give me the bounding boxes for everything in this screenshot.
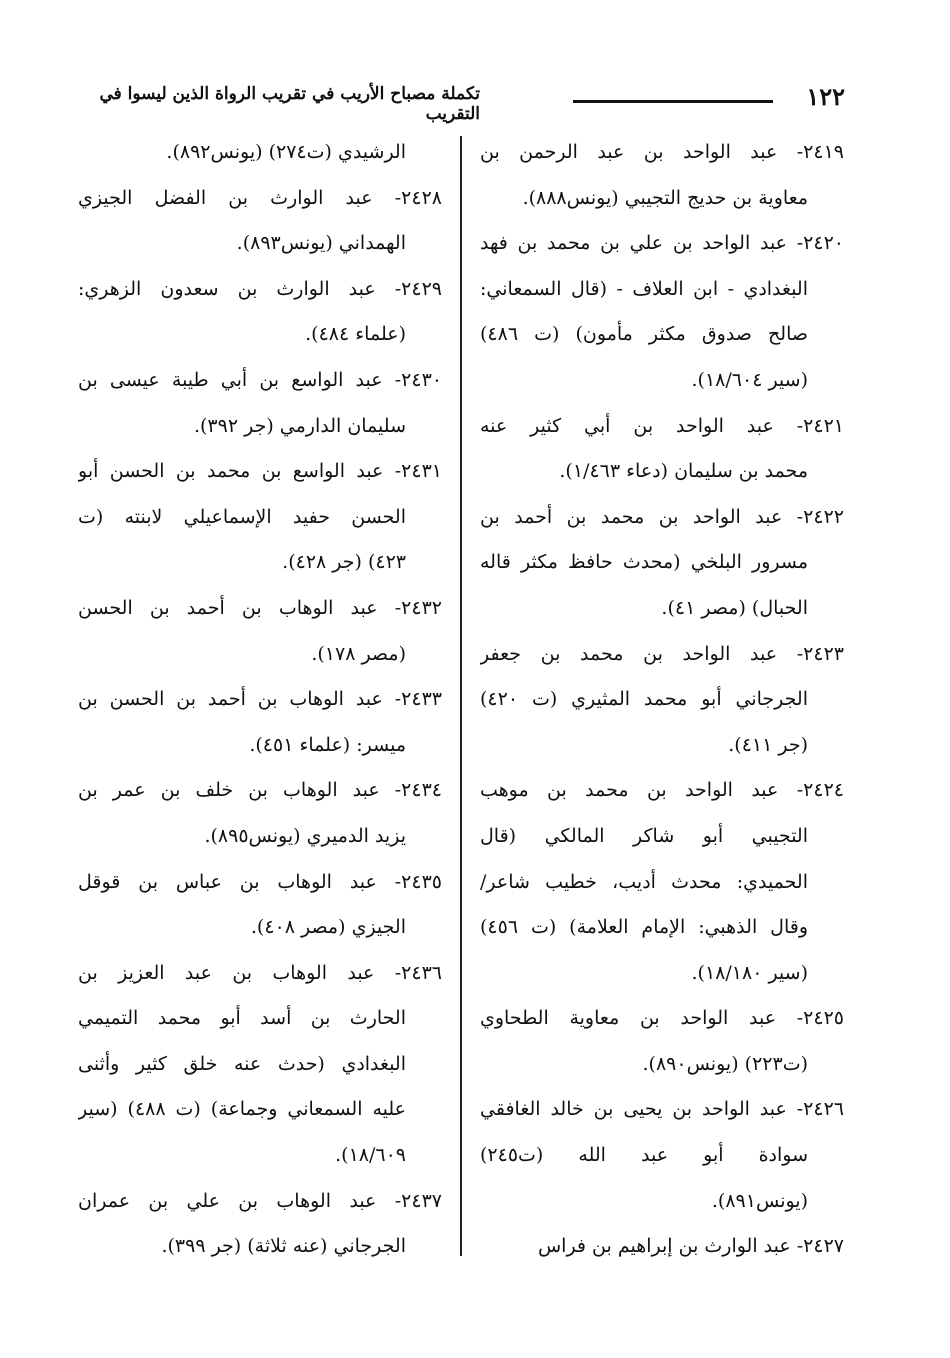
entry-line: ٢٤٢٨- عبد الوارث بن الفضل الجيزي	[78, 186, 442, 209]
entry-line: معاوية بن حديج التجيبي (يونس٨٨٨).	[522, 186, 808, 209]
biography-entry	[78, 1179, 442, 1270]
entry-line: ٢٤٢٢- عبد الواحد بن محمد بن أحمد بن	[480, 505, 844, 528]
entry-line: الهمداني (يونس٨٩٣).	[236, 232, 406, 255]
entry-line: ٢٤٣١- عبد الواسع بن محمد بن الحسن أبو	[78, 460, 442, 483]
entry-line: ٢٤٢٧- عبد الوارث بن إبراهيم بن فراس	[537, 1235, 844, 1258]
biography-entry	[480, 221, 844, 403]
entry-line: الحسن حفيد الإسماعيلي لابنته (ت	[78, 505, 406, 528]
entry-line: ٢٤٣٦- عبد الوهاب بن عبد العزيز بن	[78, 961, 442, 984]
entry-line: الحارث بن أسد أبو محمد التميمي	[78, 1007, 406, 1030]
entry-line: الجرجاني (عنه ثلاثة) (جر ٣٩٩).	[161, 1235, 406, 1258]
biography-entry	[78, 860, 442, 951]
page-header	[80, 80, 845, 124]
entry-line: ٢٤٣٤- عبد الوهاب بن خلف بن عمر بن	[78, 779, 442, 802]
right-column	[480, 130, 844, 1270]
entry-line: (علماء ٤٨٤).	[305, 323, 406, 346]
page-number: ١٢٢	[806, 82, 845, 111]
entry-line: ٢٤٣٢- عبد الوهاب بن أحمد بن الحسن	[78, 596, 442, 619]
biography-entry	[78, 677, 442, 768]
biography-entry	[78, 130, 442, 176]
entry-line: ٢٤٢٥- عبد الواحد بن معاوية الطحاوي	[480, 1007, 844, 1030]
biography-entry	[480, 632, 844, 769]
entry-line: (سير ١٨/١٨٠).	[691, 961, 808, 984]
entry-line: وقال الذهبي: الإمام العلامة) (ت ٤٥٦)	[480, 916, 808, 939]
running-title: تكملة مصباح الأريب في تقريب الرواة الذين ليسوا في التقريب	[99, 84, 480, 124]
entry-line: ٢٤٢١- عبد الواحد بن أبي كثير عنه	[480, 414, 844, 437]
entry-line: التجيبي أبو شاكر المالكي (قال	[480, 824, 808, 847]
biography-entry	[78, 951, 442, 1179]
biography-entry	[480, 404, 844, 495]
header-rule	[573, 100, 773, 103]
entry-line: ١٨/٦٠٩).	[335, 1144, 406, 1167]
entry-line: ٢٤٣٠- عبد الواسع بن أبي طيبة عيسى بن	[78, 368, 442, 391]
biography-entry	[78, 768, 442, 859]
biography-entry	[480, 1224, 844, 1270]
entry-line: محمد بن سليمان (دعاء ١/٤٦٣).	[559, 460, 808, 483]
biography-entry	[78, 176, 442, 267]
entry-line: ٢٤٣٧- عبد الوهاب بن علي بن عمران	[78, 1189, 442, 1212]
entry-line: ٢٤٢٣- عبد الواحد بن محمد بن جعفر	[480, 642, 844, 665]
entry-line: ٤٢٣) (جر ٤٢٨).	[282, 551, 406, 574]
entry-line: الحبال) (مصر ٤١).	[661, 596, 808, 619]
biography-entry	[78, 586, 442, 677]
entry-line: سوادة أبو عبد الله (ت٢٤٥)	[480, 1144, 808, 1167]
entry-line: ميسر: (علماء ٤٥١).	[249, 733, 406, 756]
entry-line: الجيزي (مصر ٤٠٨).	[250, 916, 406, 939]
entry-line: عليه السمعاني وجماعة) (ت ٤٨٨) (سير	[78, 1098, 406, 1121]
entry-line: صالح صدوق مكثر مأمون) (ت ٤٨٦)	[480, 323, 808, 346]
entry-line: ٢٤١٩- عبد الواحد بن عبد الرحمن بن	[480, 141, 844, 163]
entry-line: ٢٤٢٩- عبد الوارث بن سعدون الزهري:	[78, 277, 442, 300]
biography-entry	[480, 996, 844, 1087]
biography-entry	[480, 495, 844, 632]
entry-line: (يونس٨٩١).	[711, 1189, 808, 1212]
biography-entry	[480, 130, 844, 221]
entry-line: مسرور البلخي (محدث حافظ مكثر قاله	[480, 551, 808, 574]
entry-line: الجرجاني أبو محمد المثيري (ت ٤٢٠)	[480, 688, 808, 711]
entry-line: البغدادي - ابن العلاف - (قال السمعاني:	[480, 277, 808, 300]
entry-line: سليمان الدارمي (جر ٣٩٢).	[193, 414, 406, 437]
biography-entry	[480, 1087, 844, 1224]
left-column	[78, 130, 442, 1270]
entry-line: (جر ٤١١).	[728, 733, 808, 756]
biography-entry	[78, 267, 442, 358]
entry-line: البغدادي (حدث عنه خلق كثير وأثنى	[78, 1052, 406, 1075]
biography-entry	[78, 358, 442, 449]
entry-line: (سير ١٨/٦٠٤).	[691, 368, 808, 391]
entry-line: ٢٤٢٦- عبد الواحد بن يحيى بن خالد الغافقي	[480, 1098, 844, 1121]
entry-line: الحميدي: محدث أديب، خطيب شاعر/	[480, 870, 808, 893]
entry-line: ٢٤٣٣- عبد الوهاب بن أحمد بن الحسن بن	[78, 688, 442, 711]
entry-line: ٢٤٣٥- عبد الوهاب بن عباس بن قوقل	[78, 870, 442, 893]
entry-line: الرشيدي (ت٢٧٤) (يونس٨٩٢).	[166, 141, 406, 163]
biography-entry	[78, 449, 442, 586]
entry-line: (مصر ١٧٨).	[311, 642, 406, 665]
entry-line: ٢٤٢٤- عبد الواحد بن محمد بن موهب	[480, 779, 844, 802]
entry-line: ٢٤٢٠- عبد الواحد بن علي بن محمد بن فهد	[480, 232, 844, 255]
entry-line: (ت٢٢٣) (يونس٨٩٠).	[642, 1052, 808, 1075]
entry-line: يزيد الدميري (يونس٨٩٥).	[204, 824, 406, 847]
column-divider	[460, 136, 462, 1256]
biography-entry	[480, 768, 844, 996]
